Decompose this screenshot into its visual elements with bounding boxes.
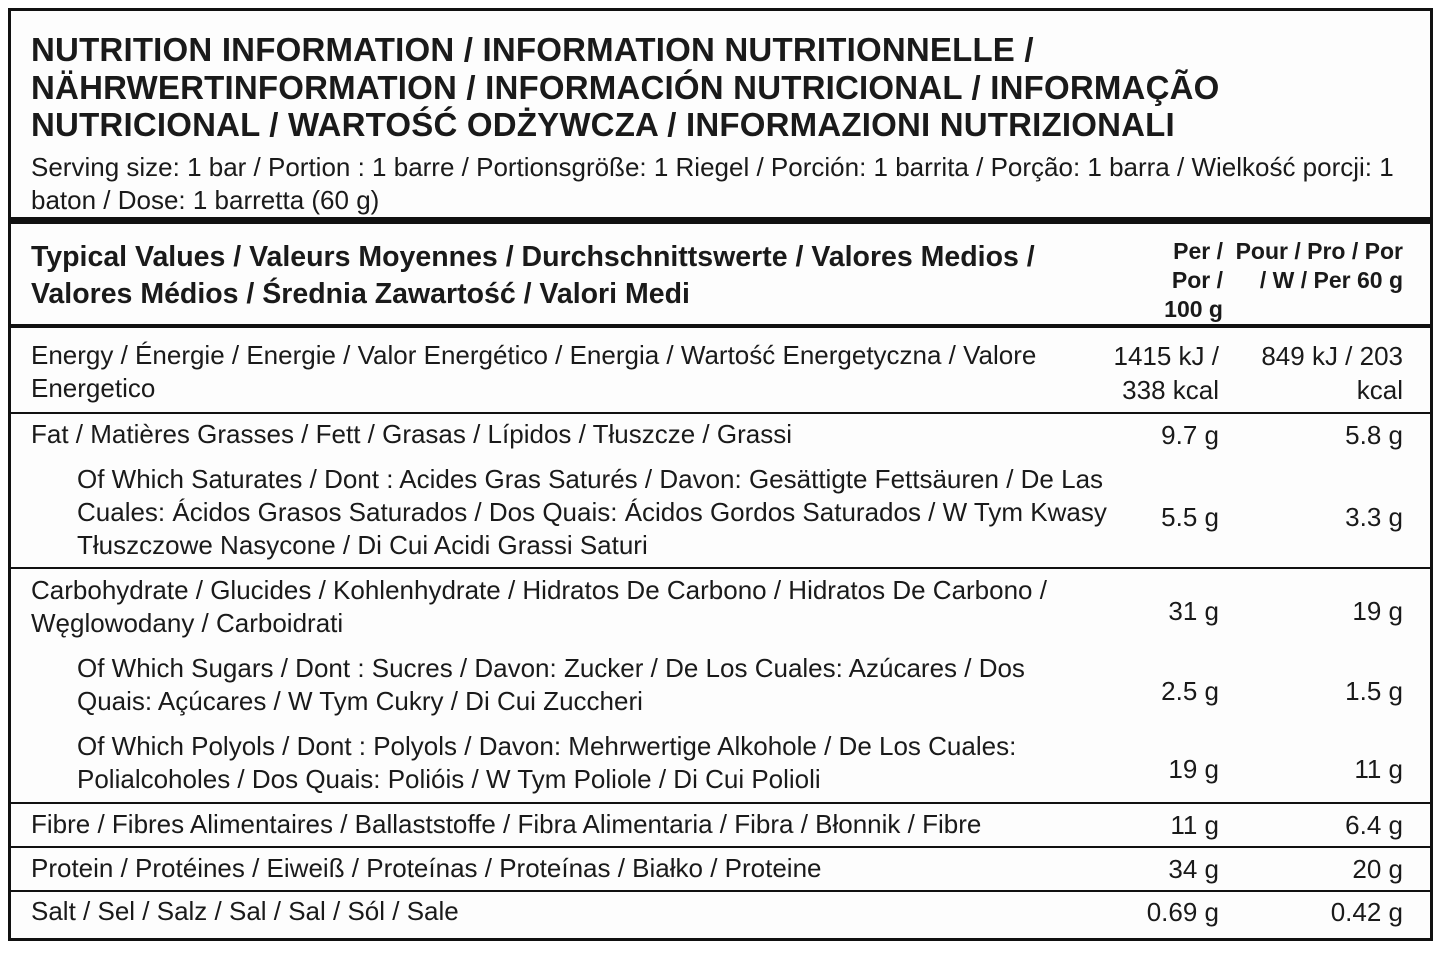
nutrient-name: Fat / Matières Grasses / Fett / Grasas / Lípidos / Tłuszcze / Grassi [31,419,792,449]
nutrition-title: NUTRITION INFORMATION / INFORMATION NUTRITIONNELLE / NÄHRWERTINFORMATION / INFORMACIÓN NUTRICIONAL / INFORMAÇÃO NUTRICIONAL / WARTOŚĆ ODŻYWCZA / INFORMAZIONI NUTRIZIONALI [31,31,1220,143]
value-per-100g: 0.69 g [1146,897,1219,927]
nutrition-label [8,8,1433,941]
serving-size: Serving size: 1 bar / Portion : 1 barre / Portionsgröße: 1 Riegel / Porción: 1 barrita / Porção: 1 barra / Wielkość porcji: 1 baton / Dose: 1 barretta (60 g) [31,152,1394,215]
value-per-100g: 19 g [1168,754,1219,784]
value-per-serving: 6.4 g [1345,810,1403,840]
value-per-serving: 5.8 g [1345,420,1403,450]
value-per-serving: 20 g [1352,854,1403,884]
value-per-serving: 3.3 g [1345,502,1403,532]
value-per-serving: 19 g [1352,596,1403,626]
typical-values-heading: Typical Values / Valeurs Moyennes / Durchschnittswerte / Valores Medios / Valores Médios / Średnia Zawartość / Valori Medi [31,241,1035,310]
value-per-100g: 11 g [1170,810,1219,840]
row-divider [11,890,1430,892]
divider-header-bottom [11,324,1430,328]
nutrient-name: Protein / Protéines / Eiweiß / Proteínas / Proteínas / Białko / Proteine [31,853,822,883]
nutrient-name: Carbohydrate / Glucides / Kohlenhydrate / Hidratos De Carbono / Hidratos De Carbono / Węglowodany / Carboidrati [31,575,1047,638]
value-per-100g: 9.7 g [1161,420,1219,450]
nutrient-name: Of Which Saturates / Dont : Acides Gras Saturés / Davon: Gesättigte Fettsäuren / De Las Cuales: Ácidos Grasos Saturados / Dos Quais: Ácidos Gordos Saturados / W Tym Kwasy Tłuszczowe Nasycone / Di Cui Acidi Grassi Saturi [77,464,1107,560]
per-serving-heading: Pour / Pro / Por / W / Per 60 g [1235,238,1403,293]
nutrient-name: Salt / Sel / Salz / Sal / Sal / Sól / Sale [31,896,459,926]
divider-header-top [11,217,1430,224]
value-per-100g: 31 g [1168,596,1219,626]
row-divider [11,846,1430,848]
value-per-serving: 11 g [1354,754,1403,784]
per-100g-heading: Per / Por / 100 g [1164,238,1223,322]
nutrient-name: Energy / Énergie / Energie / Valor Energético / Energia / Wartość Energetyczna / Valore Energetico [31,340,1037,403]
row-divider [11,802,1430,804]
value-per-serving: 1.5 g [1345,676,1403,706]
value-per-100g: 1415 kJ / 338 kcal [1113,341,1219,405]
value-per-serving: 849 kJ / 203 kcal [1261,341,1403,405]
nutrient-name: Of Which Sugars / Dont : Sucres / Davon: Zucker / De Los Cuales: Azúcares / Dos Quais: Açúcares / W Tym Cukry / Di Cui Zuccheri [77,653,1025,716]
row-divider [11,412,1430,414]
value-per-100g: 5.5 g [1161,502,1219,532]
value-per-100g: 34 g [1168,854,1219,884]
value-per-serving: 0.42 g [1330,897,1403,927]
value-per-100g: 2.5 g [1161,676,1219,706]
nutrient-name: Fibre / Fibres Alimentaires / Ballaststoffe / Fibra Alimentaria / Fibra / Błonnik / Fibre [31,809,982,839]
nutrient-name: Of Which Polyols / Dont : Polyols / Davon: Mehrwertige Alkohole / De Los Cuales: Polialcoholes / Dos Quais: Polióis / W Tym Poliole / Di Cui Polioli [77,731,1017,794]
row-divider [11,567,1430,569]
